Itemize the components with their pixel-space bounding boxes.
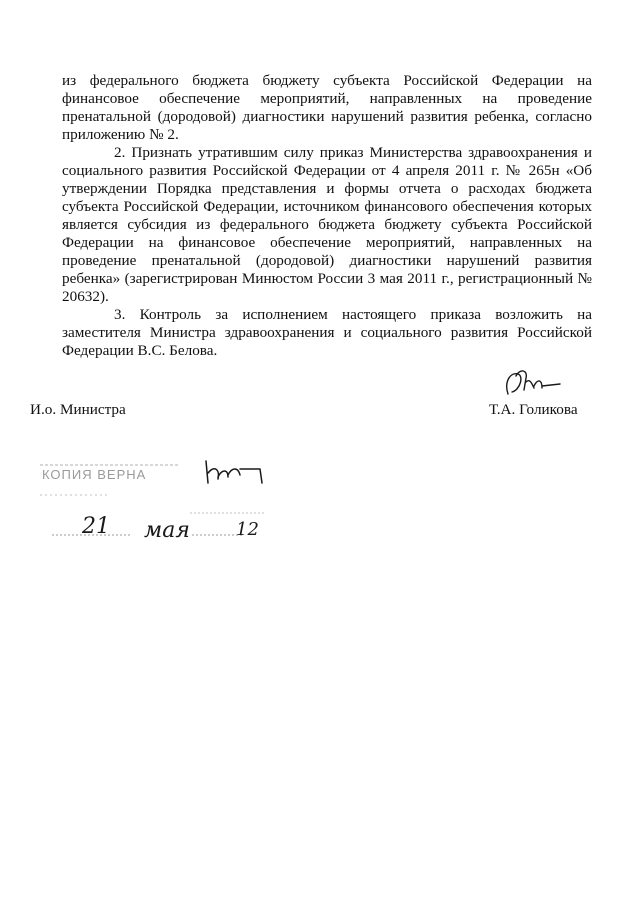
copy-certified-stamp xyxy=(30,455,290,555)
signatory-name: Т.А. Голикова xyxy=(489,401,578,418)
stamp-day: 21 xyxy=(82,514,110,539)
svg-text:КОПИЯ ВЕРНА: КОПИЯ ВЕРНА xyxy=(42,467,147,482)
paragraph-item-3: 3. Контроль за исполнением настоящего приказа возложить на заместителя Министра здравоохранения и социального развития Российской Федерации В.С. Белова. xyxy=(62,306,592,359)
stamp-signature-scribble xyxy=(206,461,262,483)
stamp-header-text xyxy=(42,467,146,482)
paragraph-continuation: из федерального бюджета бюджету субъекта Российской Федерации на финансовое обеспечение мероприятий, направленных на проведение пренатальной (дородовой) диагностики нарушений развития ребенка, согласно приложению № 2. xyxy=(62,72,592,143)
document-body xyxy=(62,72,592,360)
handwritten-signature xyxy=(498,364,568,404)
signatory-title: И.о. Министра xyxy=(30,401,126,418)
stamp-year: 12 xyxy=(236,519,259,540)
paragraph-item-2: 2. Признать утратившим силу приказ Министерства здравоохранения и социального развития Российской Федерации от 4 апреля 2011 г. № 265н «Об утверждении Порядка представления и формы отчета о расходах бюджета субъекта Российской Федерации, источником финансового обеспечения которых является субсидия из федерального бюджета бюджету субъекта Российской Федерации на финансовое обеспечение мероприятий, направленных на проведение пренатальной (дородовой) диагностики нарушений развития ребенка» (зарегистрирован Минюстом России 3 мая 2011 г., регистрационный № 20632). xyxy=(62,144,592,305)
stamp-month: мая xyxy=(144,518,190,543)
